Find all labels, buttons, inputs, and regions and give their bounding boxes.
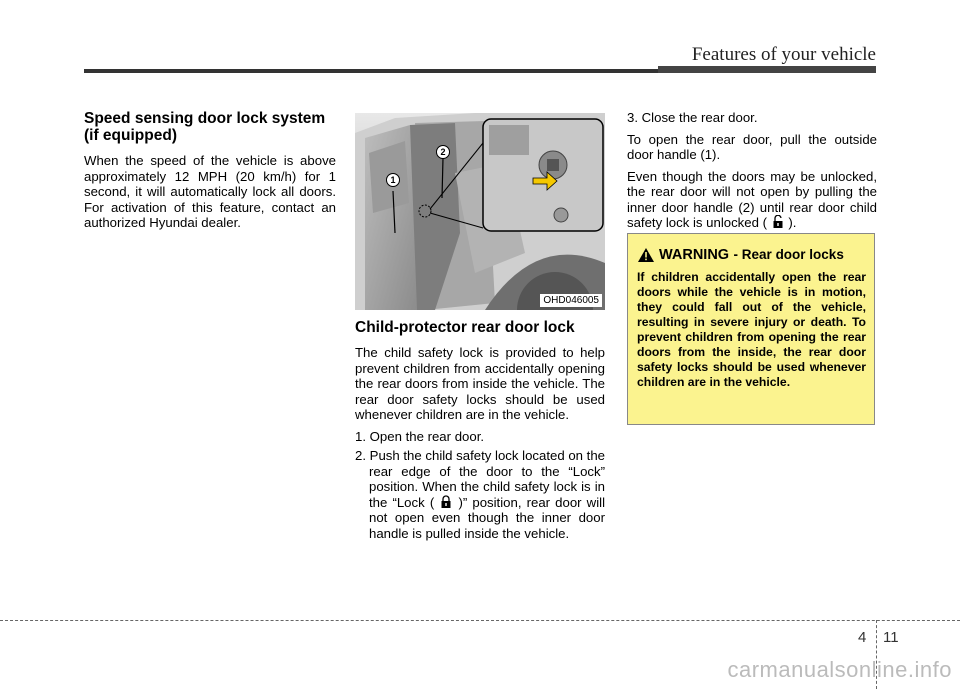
figure-code: OHD046005 xyxy=(540,294,602,307)
unlock-text xyxy=(627,169,877,231)
step-1: 1. Open the rear door. xyxy=(355,428,485,444)
warning-text: If children accidentally open the rear doors while the vehicle is in motion, they could fall out of the vehicle, resulting in severe injury or death. To prevent children from opening the rear doors from the inside, the rear door safety locks should be used whenever children are in the vehicle. xyxy=(637,270,866,389)
step-2 xyxy=(355,448,605,541)
step-2-text-b: )” position, rear door will not open even though the inner door handle is pulled inside the vehicle. xyxy=(369,494,605,541)
warning-header xyxy=(637,246,866,264)
rear-door-drawing xyxy=(355,113,605,310)
callout-2: 2 xyxy=(436,145,450,159)
column-left xyxy=(84,110,336,237)
callout-1: 1 xyxy=(386,173,400,187)
page-number: 11 xyxy=(883,629,899,646)
footer-rule xyxy=(0,620,960,621)
watermark: carmanualsonline.info xyxy=(727,657,952,682)
speed-lock-heading-line1: Speed sensing door lock system xyxy=(84,110,326,127)
step-2-text-a: 2. Push the child safety lock located on the rear edge of the door to the “Lock” position. When the child safety lock is in the “Lock ( xyxy=(355,448,605,510)
header-title: Features of your vehicle xyxy=(691,44,876,65)
rear-door-illustration xyxy=(355,113,605,310)
unlock-text-a: Even though the doors may be unlocked, the rear door will not open by pulling the inner door handle (2) until rear door child safety lock is unlocked ( xyxy=(627,168,877,230)
lock-icon xyxy=(439,495,453,509)
column-middle xyxy=(355,110,605,545)
child-lock-heading: Child-protector rear door lock xyxy=(355,319,575,336)
open-rear-door-text: To open the rear door, pull the outside door handle (1). xyxy=(627,131,877,162)
warning-box xyxy=(627,233,875,425)
warning-label: WARNING xyxy=(659,247,730,263)
speed-lock-heading xyxy=(84,110,336,144)
header-rule-accent xyxy=(658,66,876,73)
warning-subtitle: - Rear door locks xyxy=(733,247,844,262)
child-lock-steps xyxy=(355,429,605,542)
speed-lock-body: When the speed of the vehicle is above approximately 12 MPH (20 km/h) for 1 second, it will automatically lock all doors. For activation of this feature, contact an authorized Hyundai dealer. xyxy=(84,153,336,230)
child-lock-body: The child safety lock is provided to help prevent children from accidentally opening the rear doors from inside the vehicle. The rear door safety locks should be used whenever children are in the vehicle. xyxy=(355,345,605,422)
step-3: 3. Close the rear door. xyxy=(627,110,758,125)
speed-lock-heading-line2: (if equipped) xyxy=(84,127,177,144)
unlock-text-b: ). xyxy=(788,215,797,230)
column-right xyxy=(627,110,877,237)
warning-triangle-icon xyxy=(637,247,655,263)
chapter-number: 4 xyxy=(858,629,867,646)
unlock-icon xyxy=(771,215,785,229)
